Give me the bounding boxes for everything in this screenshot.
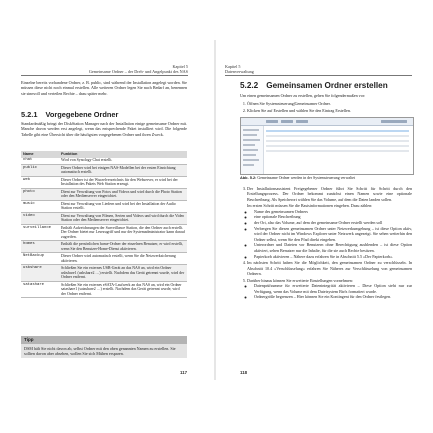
table-row: [21, 265, 187, 281]
table-cell-function: Wird von Synology Chat erstellt.: [59, 158, 187, 165]
table-cell-function: Enthält die persönlichen home-Ordner der einzelnen Benutzer, er wird erstellt, wenn Sie den Benutzer-Home-Dienst aktivieren.: [59, 241, 187, 253]
table-cell-function: Dient zur Verwaltung von Fotos und Videos und wird durch die Photo Station oder den Medienserver eingerichtet.: [59, 188, 187, 200]
table-cell-function: Dient zur Verwaltung von Liedern und wird bei der Installation der Audio Station erstellt.: [59, 200, 187, 212]
table-cell-name: NetBackup: [21, 253, 59, 265]
right-section-number: 5.2.2: [240, 81, 259, 90]
table-cell-name: video: [21, 212, 59, 224]
screenshot-delete-button: [296, 120, 308, 123]
tip-text: DSM hält Sie nicht davon ab, selbst Ordner mit den oben genannten Namen zu erstellen. Sie sollten davon aber absehen, wollen Sie sich Mühen ersparen.: [24, 345, 176, 356]
bullet-item: ◦ Papierkorb aktivieren – Nähere dazu erfahren Sie in Abschnitt 5.5 »Der Papierkorb«.: [254, 254, 412, 259]
left-running-head-chapter: Kapitel 5: [172, 64, 188, 69]
tip-label: Tipp: [21, 336, 187, 344]
left-running-head-title: Gemeinsame Ordner – der Dreh- und Angelpunkt des NAS: [88, 69, 188, 74]
table-header-function: Funktion: [59, 151, 187, 158]
figure-caption: [240, 176, 412, 181]
table-cell-function: Dieser Ordner ist der Wurzelverzeichnis für den Webserver, er wird bei der Installation des Pakets Web Station erzeugt.: [59, 176, 187, 188]
table-cell-name: chat: [21, 158, 59, 165]
table-cell-name: satashare: [21, 281, 59, 297]
right-running-head-chapter: Kapitel 5: [225, 64, 241, 69]
screenshot-sidebar-line: [243, 159, 259, 161]
default-folders-table: [21, 151, 187, 298]
step-item: [247, 278, 412, 300]
left-page-number: 117: [180, 370, 188, 375]
screenshot-folder-row: [266, 140, 409, 142]
screenshot-sidebar-line: [243, 129, 259, 131]
screenshot-search-box: [381, 120, 407, 123]
bullet-item: ◦ Datenprüfsumme für erweiterte Datenintegrität aktivieren – Diese Option steht nur zur Verfügung, wenn das Volume mit dem Dateisystem Btrfs formatiert wurde.: [254, 283, 412, 294]
screenshot-sidebar-line: [243, 149, 258, 151]
bullet-item: ◦ eine optionale Beschreibung: [254, 214, 412, 219]
step-item: 2. Klicken Sie auf Erstellen und wählen Sie den Eintrag Erstellen.: [247, 108, 412, 113]
screenshot-sidebar-line: [243, 154, 256, 156]
figure-caption-text: Gemeinsame Ordner werden in der Systemsteuerung verwaltet: [257, 176, 356, 180]
table-cell-function: Dient zur Verwaltung von Filmen, Serien und Videos und wird durch die Video Station oder den Medienserver eingerichtet.: [59, 212, 187, 224]
table-cell-name: photo: [21, 188, 59, 200]
right-page-number: 118: [240, 370, 248, 375]
left-running-head: [21, 64, 188, 74]
screenshot-edit-button: [281, 120, 293, 123]
step-item: 1. Öffnen Sie Systemsteuerung|Gemeinsamer Ordner.: [247, 101, 412, 106]
table-cell-function: Schließen Sie ein externes USB-Gerät an das NAS an, wird ein Ordner usbshare1 (usbshare2 …) erstellt. Nachdem das Gerät getrennt wurde, wird der Ordner entfernt.: [59, 265, 187, 281]
step-item: [247, 186, 412, 259]
right-section-title: Gemeinsamen Ordner erstellen: [266, 81, 388, 90]
step-3-text: Der Installationsassistent Freigegebener Ordner führt Sie Schritt für Schritt durch den Erstellungsprozess. Der Ordner bekommt zunächst einen Namen sowie eine optionale Beschreibung. Als Speicherort wählen Sie das Volume, auf dem die Daten landen sollen.: [247, 186, 412, 202]
screenshot-sidebar-line: [243, 134, 257, 136]
screenshot-sidebar-line: [243, 144, 255, 146]
table-row: [21, 158, 187, 165]
left-section-number: 5.2.1: [21, 110, 38, 119]
right-section-heading: [240, 81, 388, 90]
table-cell-name: public: [21, 164, 59, 176]
table-row: [21, 281, 187, 297]
right-page: [216, 0, 432, 433]
bullet-item: ◦ der Ort, also das Volume, auf dem der gemeinsame Ordner erstellt werden soll: [254, 220, 412, 225]
left-intro-paragraph: Einzelne bereits vorhandene Ordner, z. B. public, sind während der Installation angelegt worden. Sie müssen diese nicht noch einmal erstellen. Alle weiteren Ordner legen Sie nach Bedarf an, benennen sie sinnvoll und verteilen Rechte – dazu später mehr.: [21, 80, 187, 96]
table-row: [21, 188, 187, 200]
screenshot-folder-row: [266, 150, 409, 152]
table-row: [21, 200, 187, 212]
bullet-item: ◦ Ordnergröße begrenzen – Hier können Sie ein Kontingent für den Ordner festlegen.: [254, 294, 412, 299]
left-running-head-rule: [21, 75, 188, 76]
steps-list-1: [240, 101, 412, 114]
table-cell-name: music: [21, 200, 59, 212]
bullet-item: ◦ Name des gemeinsamen Ordners: [254, 209, 412, 214]
screenshot-sidebar-line: [243, 139, 260, 141]
table-row: [21, 224, 187, 240]
screenshot-sidebar-line: [243, 164, 254, 166]
right-running-head-rule: [225, 75, 412, 76]
control-panel-screenshot: [240, 117, 414, 175]
screenshot-folder-row: [266, 135, 409, 137]
table-cell-function: Dieser Ordner wird automatisch erstellt, wenn Sie die Netzwerksicherung aktivieren.: [59, 253, 187, 265]
step-3-list-intro: Im ersten Schritt müssen Sie die Basisinformationen eingeben. Dazu zählen:: [247, 202, 373, 208]
right-running-head: [225, 64, 412, 74]
table-cell-name: usbshare: [21, 265, 59, 281]
left-page: [0, 0, 216, 433]
table-row: [21, 241, 187, 253]
table-header-name: Name: [21, 151, 59, 158]
table-row: [21, 164, 187, 176]
left-section-text: Standardmäßig bringt der DiskStation Manager nach der Installation einige gemeinsame Ordner mit. Manche davon werden erst angelegt, wenn das entsprechende Paket installiert wird. Die folgende Tabelle gibt eine Übersicht über die häufigsten vorgegebenen Ordner und ihren Zweck.: [21, 121, 187, 137]
screenshot-folder-row: [266, 130, 409, 132]
step-3-bullet-list: [247, 209, 412, 259]
table-row: [21, 253, 187, 265]
right-running-head-title: Datenverwaltung: [225, 69, 254, 74]
screenshot-sidebar: [241, 126, 264, 174]
screenshot-toolbar: [241, 118, 413, 126]
table-row: [21, 212, 187, 224]
table-cell-function: Schließen Sie ein externes eSATA-Laufwerk an das NAS an, wird ein Ordner satashare1 (satashare2 …) erstellt. Nachdem das Gerät getrennt wurde, wird der Ordner entfernt.: [59, 281, 187, 297]
steps-list-2: [240, 186, 412, 301]
table-cell-name: homes: [21, 241, 59, 253]
step-5-bullet-list: [247, 283, 412, 299]
step-item: 4. Im nächsten Schritt haben Sie die Möglichkeit, den gemeinsamen Ordner zu verschlüsseln. In Abschnitt 10.4 »Verschlüsselung« erfahren Sie Näheres zur Verschlüsselung von gemeinsamen Ordnern.: [247, 260, 412, 276]
table-cell-function: Dieser Ordner wird bei einigen NAS-Modellen bei der ersten Einrichtung automatisch erstellt.: [59, 164, 187, 176]
table-cell-name: web: [21, 176, 59, 188]
right-intro-paragraph: Um einen gemeinsamen Ordner zu erstellen, gehen Sie folgendermaßen vor:: [240, 93, 366, 98]
left-section-title: Vorgegebene Ordner: [45, 110, 119, 119]
bullet-item: ◦ Verbergen Sie diesen gemeinsamen Ordner unter Netzwerkumgebung – ist diese Option aktiv, wird der Ordner nicht im Windows Explorer unter Netzwerk angezeigt. Sie sehen weiterhin den Ordner selbst, wenn Sie den Pfad direkt eingeben.: [254, 226, 412, 242]
step-5-text: Darüber hinaus können Sie erweiterte Einstellungen vornehmen:: [247, 277, 353, 283]
screenshot-folder-row: [266, 145, 409, 147]
figure-caption-label: Abb. 5.2:: [240, 175, 257, 180]
left-section-heading: [21, 110, 118, 119]
tip-box: [21, 336, 187, 358]
bullet-item: ◦ Unterordner und Dateien vor Benutzern ohne Berechtigung ausblenden – ist diese Option aktiviert, sehen Benutzer nur die Inhalte, für die sie auch Rechte besitzen.: [254, 242, 412, 253]
table-row: [21, 176, 187, 188]
screenshot-create-button: [266, 120, 278, 123]
table-cell-name: surveillance: [21, 224, 59, 240]
table-cell-function: Enthält Aufzeichnungen der Surveillance Station, die den Ordner auch erstellt. Der Ordner bietet nur Lesezugriff und nur der Systemadministrator kann darauf zugreifen.: [59, 224, 187, 240]
